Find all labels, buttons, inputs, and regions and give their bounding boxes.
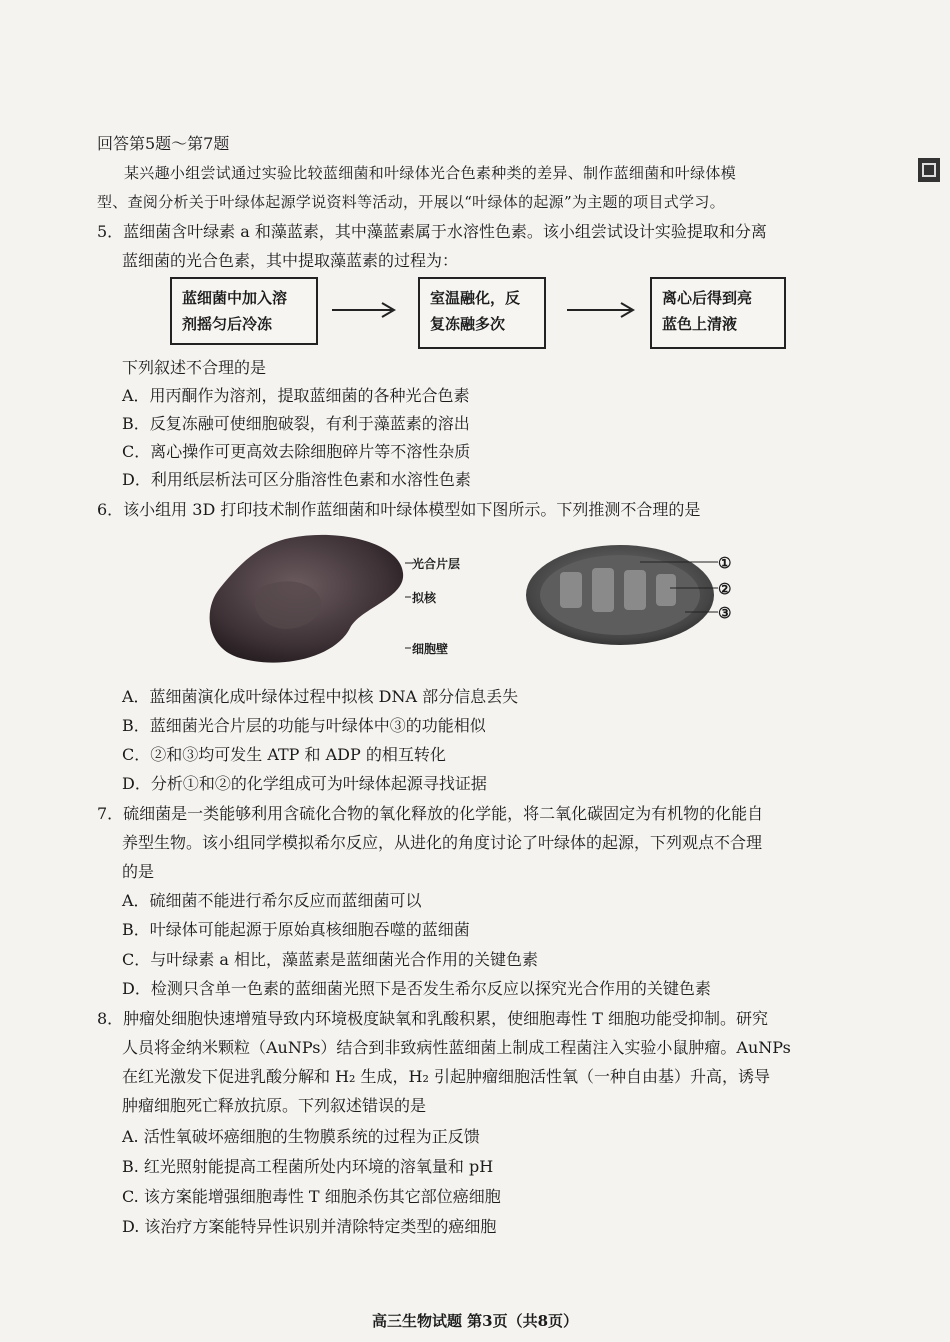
q7-option-c: C．与叶绿素 a 相比，藻蓝素是蓝细菌光合作用的关键色素 <box>122 950 538 969</box>
flow-step-3-line-1: 离心后得到亮 <box>662 289 753 307</box>
section-title: 回答第5题～第7题 <box>97 134 230 153</box>
q8-stem-line-3: 在红光激发下促进乳酸分解和 H₂ 生成，H₂ 引起肿瘤细胞活性氧（一种自由基）升高，诱导 <box>122 1067 770 1086</box>
label-cell-wall: 细胞壁 <box>412 642 449 656</box>
q7-stem-line-3: 的是 <box>122 862 155 881</box>
q8-option-b: B. 红光照射能提高工程菌所处内环境的溶氧量和 pH <box>122 1157 494 1176</box>
flow-step-2-line-2: 复冻融多次 <box>430 315 506 333</box>
q6-option-a: A．蓝细菌演化成叶绿体过程中拟核 DNA 部分信息丢失 <box>122 687 519 706</box>
q6-stem: 6．该小组用 3D 打印技术制作蓝细菌和叶绿体模型如下图所示。下列推测不合理的是 <box>97 500 701 519</box>
label-photosynthetic-lamellae: 光合片层 <box>412 557 461 571</box>
q5-prompt: 下列叙述不合理的是 <box>122 358 267 377</box>
flow-arrow-1 <box>330 298 400 322</box>
q8-stem-line-4: 肿瘤细胞死亡释放抗原。下列叙述错误的是 <box>122 1096 427 1115</box>
q5-stem-line-1: 5．蓝细菌含叶绿素 a 和藻蓝素，其中藻蓝素属于水溶性色素。该小组尝试设计实验提取和分离 <box>97 222 767 241</box>
q7-option-d: D．检测只含单一色素的蓝细菌光照下是否发生希尔反应以探究光合作用的关键色素 <box>122 979 711 998</box>
q8-option-d: D. 该治疗方案能特异性识别并清除特定类型的癌细胞 <box>122 1217 497 1236</box>
flow-step-1-line-1: 蓝细菌中加入溶 <box>182 289 288 307</box>
q6-option-c: C．②和③均可发生 ATP 和 ADP 的相互转化 <box>122 745 446 764</box>
q5-option-d: D．利用纸层析法可区分脂溶性色素和水溶性色素 <box>122 470 471 489</box>
q8-option-c: C. 该方案能增强细胞毒性 T 细胞杀伤其它部位癌细胞 <box>122 1187 501 1206</box>
q6-option-d: D．分析①和②的化学组成可为叶绿体起源寻找证据 <box>122 774 487 793</box>
flow-step-3-line-2: 蓝色上清液 <box>662 315 738 333</box>
flow-step-2-line-1: 室温融化，反 <box>430 289 521 307</box>
chloroplast-label-1: ① <box>718 554 732 572</box>
chloroplast-model-illustration <box>520 540 720 650</box>
q8-stem-line-1: 8．肿瘤处细胞快速增殖导致内环境极度缺氧和乳酸积累，使细胞毒性 T 细胞功能受抑制。研究 <box>97 1009 769 1028</box>
chloroplast-label-2: ② <box>718 580 732 598</box>
q7-option-b: B．叶绿体可能起源于原始真核细胞吞噬的蓝细菌 <box>122 920 470 939</box>
q5-option-c: C．离心操作可更高效去除细胞碎片等不溶性杂质 <box>122 442 471 461</box>
flow-step-3 <box>650 277 786 349</box>
flow-arrow-2 <box>565 298 640 322</box>
page-tab-marker <box>918 158 940 182</box>
q8-option-a: A. 活性氧破坏癌细胞的生物膜系统的过程为正反馈 <box>122 1127 480 1146</box>
label-nucleoid: 拟核 <box>412 591 437 605</box>
q7-stem-line-2: 养型生物。该小组同学模拟希尔反应，从进化的角度讨论了叶绿体的起源，下列观点不合理 <box>122 833 763 852</box>
q5-option-a: A．用丙酮作为溶剂，提取蓝细菌的各种光合色素 <box>122 386 470 405</box>
chloroplast-label-3: ③ <box>718 604 732 622</box>
q5-option-b: B．反复冻融可使细胞破裂，有利于藻蓝素的溶出 <box>122 414 470 433</box>
flow-step-1-line-2: 剂摇匀后冷冻 <box>182 315 273 333</box>
q8-stem-line-2: 人员将金纳米颗粒（AuNPs）结合到非致病性蓝细菌上制成工程菌注入实验小鼠肿瘤。AuNPs <box>122 1038 791 1057</box>
q5-stem-line-2: 蓝细菌的光合色素，其中提取藻蓝素的过程为： <box>122 251 459 270</box>
flow-step-1 <box>170 277 318 345</box>
q7-option-a: A．硫细菌不能进行希尔反应而蓝细菌可以 <box>122 891 422 910</box>
q7-stem-line-1: 7．硫细菌是一类能够利用含硫化合物的氧化释放的化学能，将二氧化碳固定为有机物的化能自 <box>97 804 764 823</box>
cyanobacteria-model-illustration <box>200 528 410 673</box>
page-footer: 高三生物试题 第3页（共8页） <box>371 1312 579 1330</box>
flow-step-2 <box>418 277 546 349</box>
q6-option-b: B．蓝细菌光合片层的功能与叶绿体中③的功能相似 <box>122 716 486 735</box>
intro-line-2: 型、查阅分析关于叶绿体起源学说资料等活动，开展以“叶绿体的起源”为主题的项目式学习。 <box>97 193 725 211</box>
intro-line-1: 某兴趣小组尝试通过实验比较蓝细菌和叶绿体光合色素种类的差异、制作蓝细菌和叶绿体模 <box>124 164 737 182</box>
